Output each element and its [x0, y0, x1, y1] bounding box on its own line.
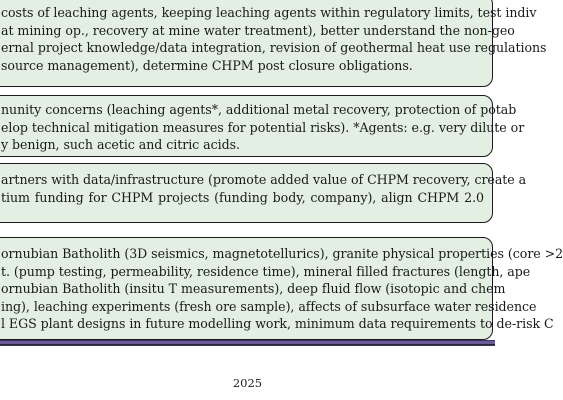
text-line: artners with data/infrastructure (promote added value of CHPM recovery, create a	[1, 172, 527, 187]
text-box-batholith	[0, 237, 563, 340]
timeline-year-label: 2025	[232, 376, 263, 390]
text-line: elop technical mitigation measures for potential risks). *Agents: e.g. very dilute or	[1, 119, 525, 135]
text-line: y benign, such acetic and citric acids.	[1, 137, 240, 152]
text-line: ornubian Batholith (3D seismics, magnetotellurics), granite physical properties (core >2	[1, 246, 563, 261]
text-line: tium funding for CHPM projects (funding body, company), align CHPM 2.0	[1, 189, 484, 205]
text-line: t. (pump testing, permeability, residence time), mineral filled fractures (length, ape	[1, 263, 531, 279]
text-line: l EGS plant designs in future modelling work, minimum data requirements to de-risk C	[1, 316, 554, 331]
text-line: ornubian Batholith (insitu T measurements), deep fluid flow (isotopic and chem	[1, 281, 506, 296]
text-line: nunity concerns (leaching agents*, additional metal recovery, protection of potab	[1, 102, 517, 117]
text-line: at mining op., recovery at mine water treatment), better understand the non-geo	[1, 22, 515, 38]
text-line: ernal project knowledge/data integration, revision of geothermal heat use regulations	[1, 40, 547, 55]
timeline-bar	[0, 340, 495, 346]
timeline-divider	[0, 344, 495, 345]
text-box-community	[0, 95, 525, 157]
text-line: source management), determine CHPM post closure obligations.	[1, 57, 413, 73]
text-line: costs of leaching agents, keeping leaching agents within regulatory limits, test indiv	[1, 5, 537, 20]
text-box-costs	[0, 0, 547, 87]
text-box-partners	[0, 163, 527, 223]
text-line: ing), leaching experiments (fresh ore sample), affects of subsurface water residence	[1, 298, 537, 314]
